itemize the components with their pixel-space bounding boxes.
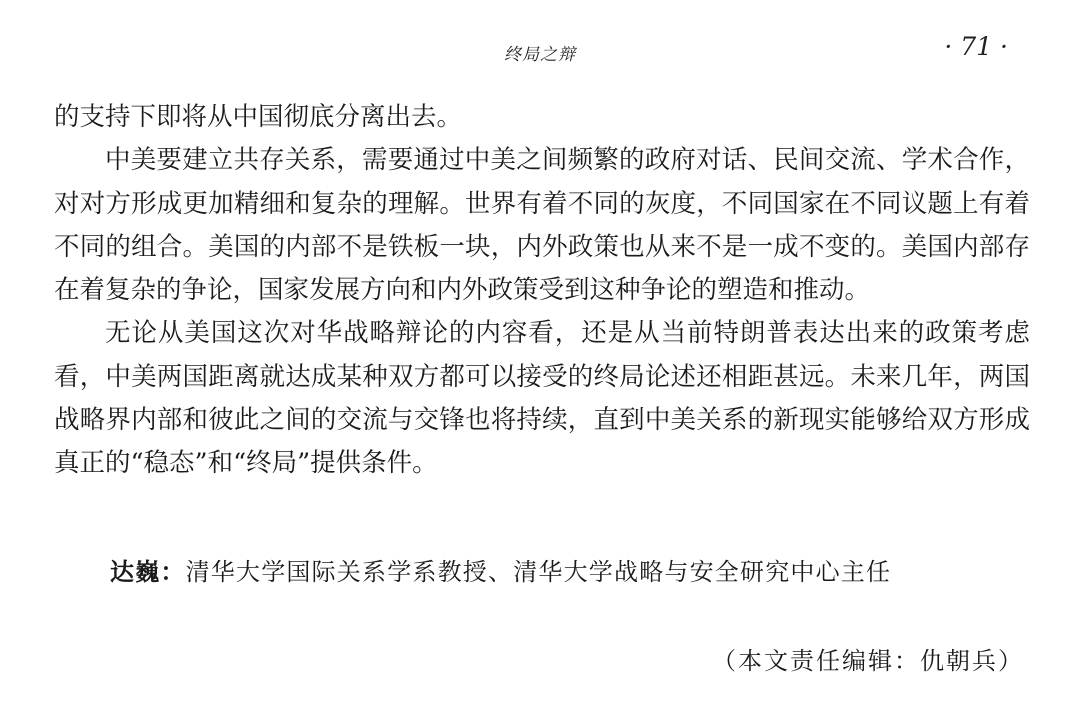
page-header [0,30,1080,70]
author-name: 达巍 [110,558,161,586]
author-separator: ： [160,558,186,586]
paragraph: 中美要建立共存关系，需要通过中美之间频繁的政府对话、民间交流、学术合作，对对方形成更加精细和复杂的理解。世界有着不同的灰度，不同国家在不同议题上有着不同的组合。美国的内部不是铁板一块，内外政策也从来不是一成不变的。美国内部存在着复杂的争论，国家发展方向和内外政策受到这种争论的塑造和推动。 [54,145,1030,306]
running-title: 终局之辩 [504,45,576,65]
author-bio [110,556,891,588]
paragraph-continuation: 的支持下即将从中国彻底分离出去。 [54,102,463,132]
editor-note: （本文责任编辑：仇朝兵） [712,647,1024,675]
author-title: 清华大学国际关系学系教授、清华大学战略与安全研究中心主任 [185,558,892,586]
page-number: · 71 · [944,32,1008,61]
paragraph: 无论从美国这次对华战略辩论的内容看，还是从当前特朗普表达出来的政策考虑看，中美两国距离就达成某种双方都可以接受的终局论述还相距甚远。未来几年，两国战略界内部和彼此之间的交流与交锋也将持续，直到中美关系的新现实能够给双方形成真正的“稳态”和“终局”提供条件。 [54,318,1030,479]
article-body [54,96,1030,486]
